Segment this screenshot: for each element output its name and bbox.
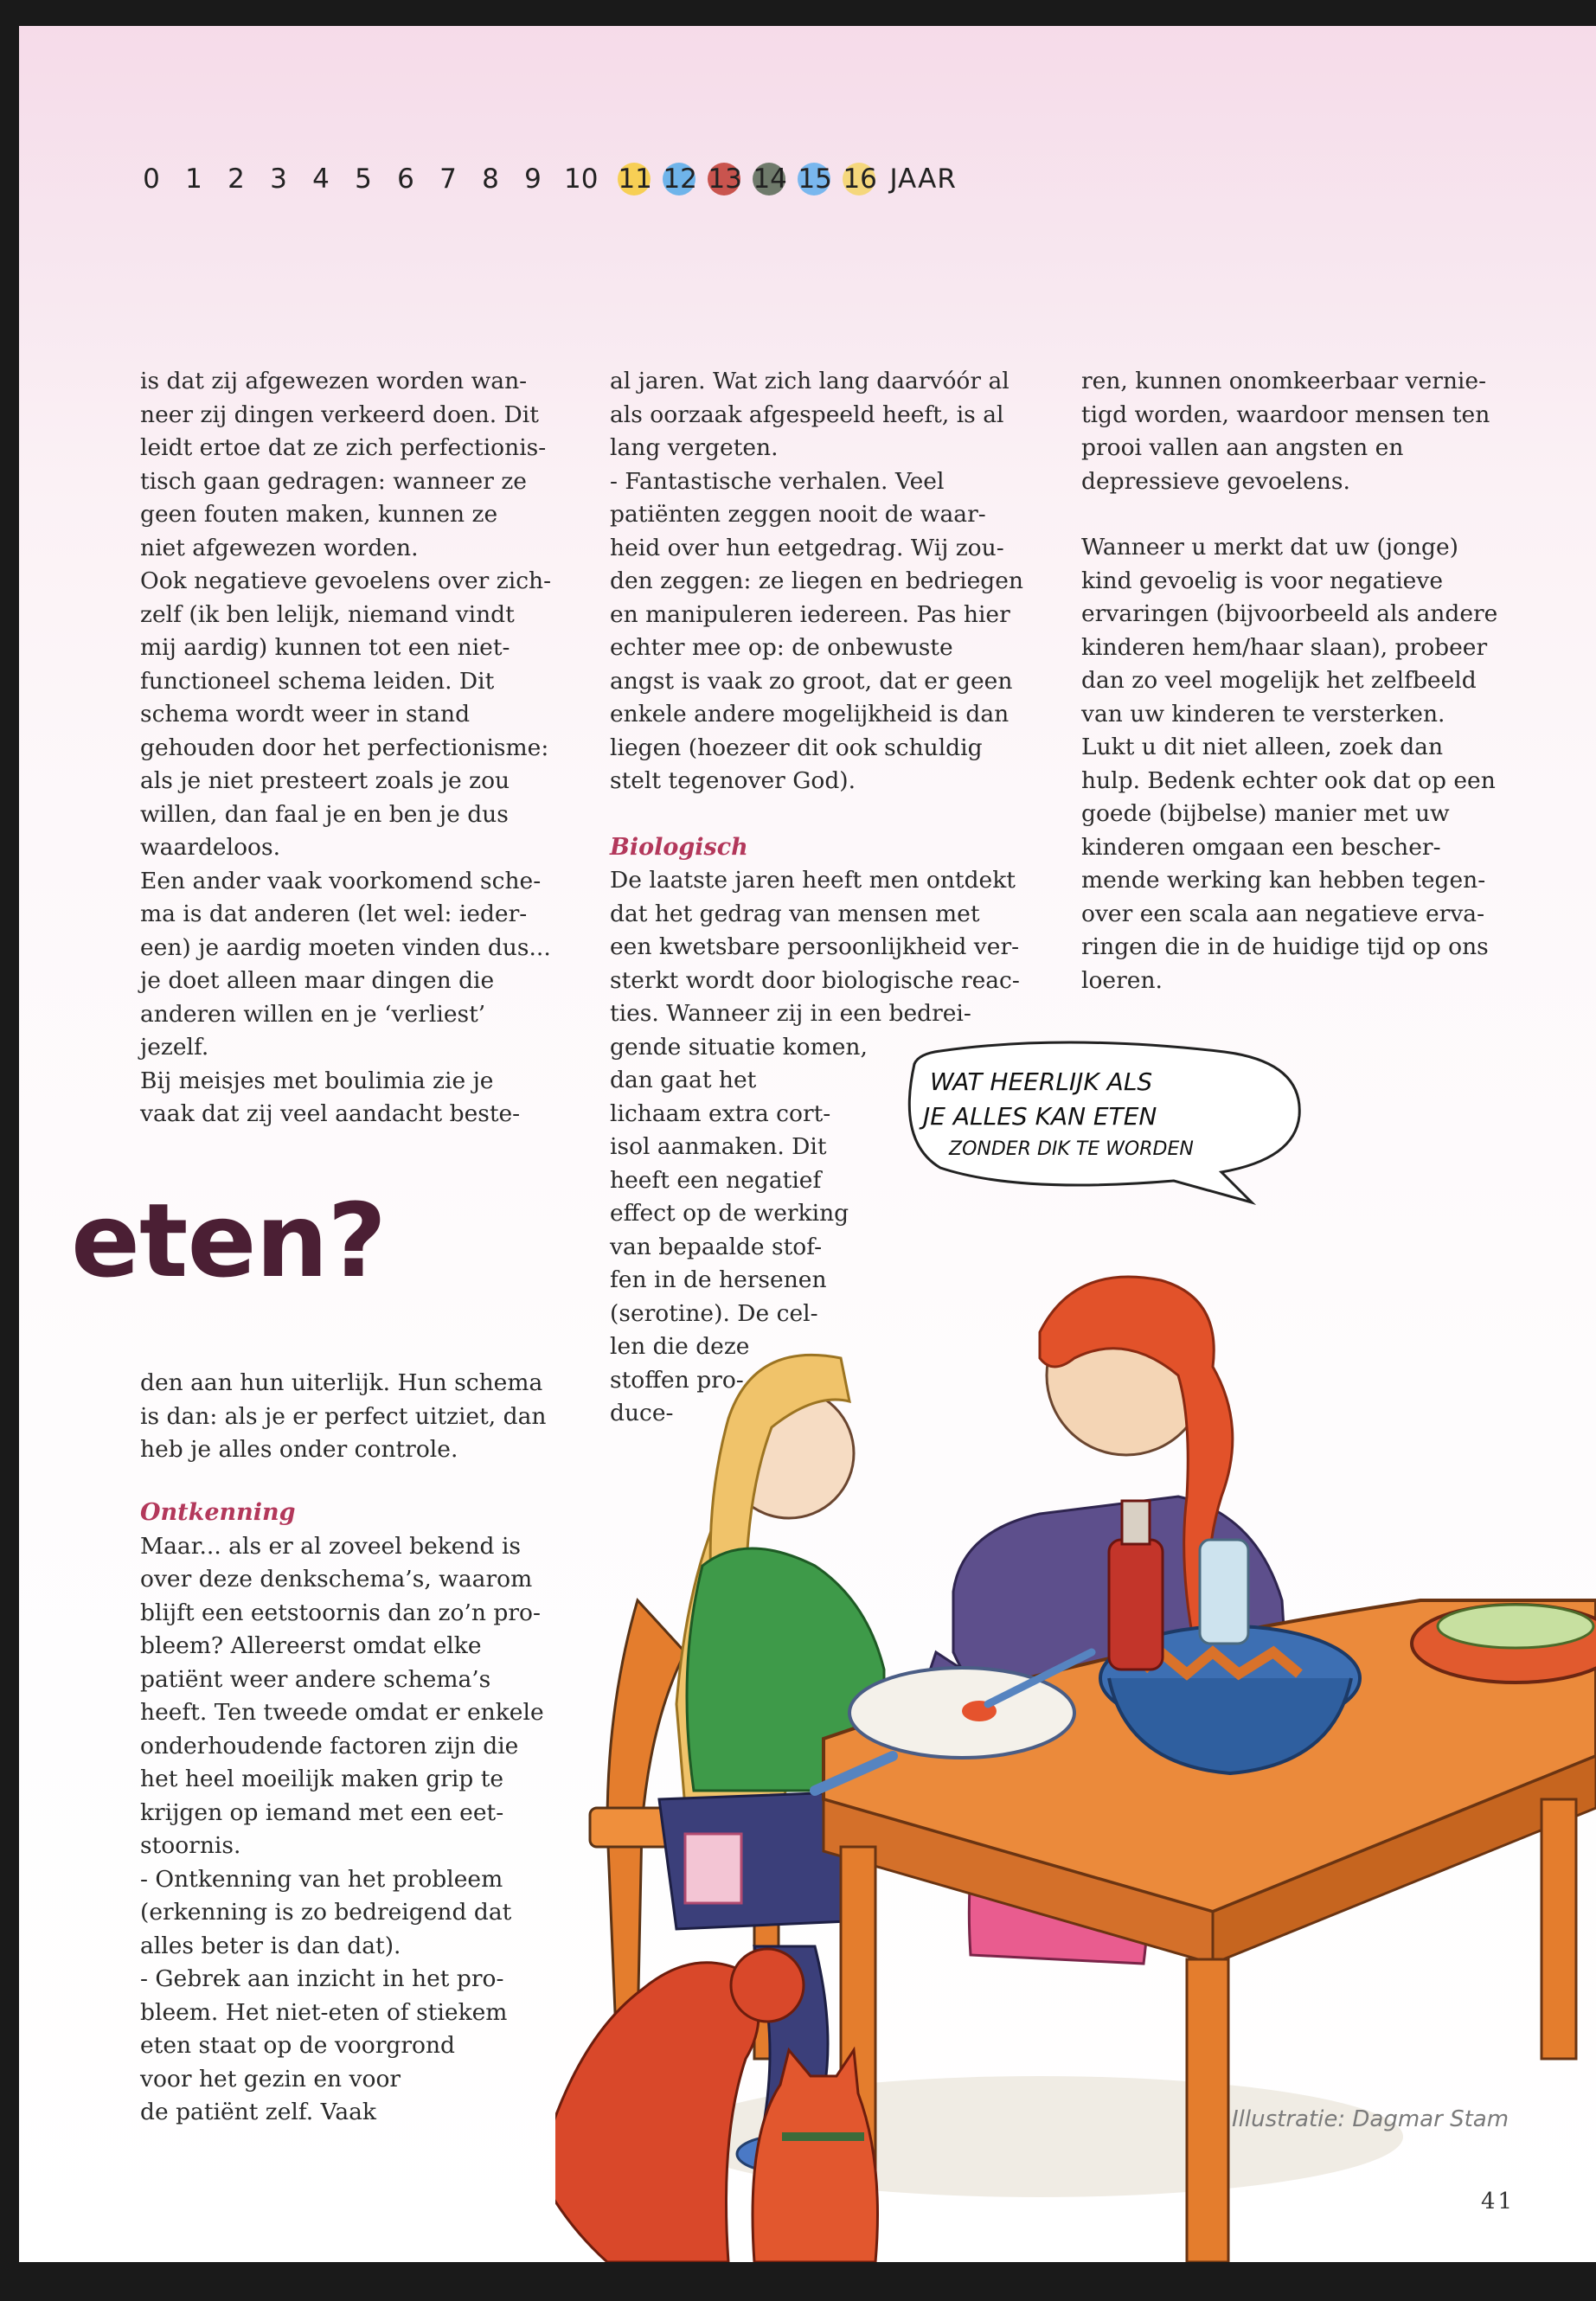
text-line: hulp. Bedenk echter ook dat op een [1081, 766, 1496, 794]
page-number: 41 [1481, 2189, 1516, 2214]
text-line: waardeloos. [140, 834, 281, 861]
bubble-line-2: JE ALLES KAN ETEN [923, 1102, 1157, 1131]
text-line: loeren. [1081, 966, 1163, 994]
text-line: onderhoudende factoren zijn die [140, 1732, 519, 1759]
text-line: - Fantastische verhalen. Veel [610, 467, 945, 495]
text-line: niet afgewezen worden. [140, 534, 419, 561]
text-line: over een scala aan negatieve erva- [1081, 900, 1485, 927]
text-line: angst is vaak zo groot, dat er geen [610, 667, 1013, 695]
text-line: patiënten zeggen nooit de waar- [610, 501, 986, 528]
text-line: ma is dat anderen (let wel: ieder- [140, 901, 528, 927]
text-line: kinderen omgaan een bescher- [1081, 833, 1441, 861]
illustration-credit: Illustratie: Dagmar Stam [1232, 2106, 1509, 2132]
text-line: neer zij dingen verkeerd doen. Dit [140, 401, 539, 428]
age-4: 4 [312, 163, 330, 195]
age-12: 12 [663, 163, 697, 195]
age-16: 16 [843, 163, 877, 195]
text-line: heid over hun eetgedrag. Wij zou- [610, 534, 1004, 561]
text-line: zelf (ik ben lelijk, niemand vindt [140, 600, 515, 628]
age-label: JAAR [889, 163, 957, 195]
age-13: 13 [708, 163, 742, 195]
text-line: Ook negatieve gevoelens over zich- [140, 567, 552, 594]
text-line: de patiënt zelf. Vaak [140, 2099, 376, 2125]
text-line: over deze denkschema’s, waarom [140, 1566, 533, 1593]
text-line: ties. Wanneer zij in een bedrei- [610, 1000, 971, 1027]
text-line: functioneel schema leiden. Dit [140, 667, 495, 695]
age-7: 7 [439, 163, 457, 195]
text-line: fen in de hersenen [610, 1266, 827, 1293]
text-line: dan gaat het [610, 1067, 757, 1093]
age-band [140, 157, 957, 201]
text-line: bleem. Het niet-eten of stiekem [140, 1998, 508, 2026]
text-line: stelt tegenover God). [610, 767, 856, 794]
age-0: 0 [143, 163, 160, 195]
column-1-ontkenning-section [140, 1497, 590, 2130]
text-line: ren, kunnen onomkeerbaar vernie- [1081, 368, 1487, 394]
text-line: jezelf. [140, 1034, 209, 1061]
text-line: echter mee op: de onbewuste [610, 634, 953, 661]
text-line: gende situatie komen, [610, 1033, 868, 1061]
text-line: van uw kinderen te versterken. [1081, 700, 1445, 727]
text-line: een) je aardig moeten vinden dus... [140, 933, 551, 961]
bubble-line-1: WAT HEERLIJK ALS [930, 1067, 1153, 1096]
column-1-continued [140, 1367, 590, 1467]
text-line: dan zo veel mogelijk het zelfbeeld [1081, 667, 1477, 694]
text-line: heeft een negatief [610, 1166, 822, 1194]
text-line: stoffen pro- [610, 1366, 744, 1394]
text-line: lichaam extra cort- [610, 1099, 831, 1127]
text-line: je doet alleen maar dingen die [140, 967, 495, 994]
text-line: tigd worden, waardoor mensen ten [1081, 401, 1490, 428]
age-11: 11 [618, 163, 652, 195]
text-line: het heel moeilijk maken grip te [140, 1766, 504, 1792]
text-line: lang vergeten. [610, 434, 779, 461]
age-14: 14 [753, 163, 787, 195]
age-8: 8 [482, 163, 499, 195]
text-line: tisch gaan gedragen: wanneer ze [140, 467, 527, 495]
subheading-biologisch: Biologisch [610, 833, 748, 861]
text-line: len die deze [610, 1333, 750, 1360]
text-line: een kwetsbare persoonlijkheid ver- [610, 933, 1020, 960]
text-line: krijgen op iemand met een eet- [140, 1798, 504, 1826]
text-line: anderen willen en je ‘verliest’ [140, 1000, 486, 1028]
text-line: Wanneer u merkt dat uw (jonge) [1081, 534, 1458, 561]
text-line: gehouden door het perfectionisme: [140, 734, 549, 761]
text-line: dat het gedrag van mensen met [610, 900, 980, 927]
text-line: depressieve gevoelens. [1081, 467, 1350, 495]
column-1-top [140, 365, 590, 1131]
text-line: van bepaalde stof- [610, 1233, 823, 1260]
age-3: 3 [270, 163, 287, 195]
age-10: 10 [564, 163, 599, 195]
text-line: als oorzaak afgespeeld heeft, is al [610, 401, 1004, 428]
age-5: 5 [355, 163, 372, 195]
text-line: mij aardig) kunnen tot een niet- [140, 634, 510, 661]
text-line: voor het gezin en voor [140, 2065, 401, 2093]
text-line: enkele andere mogelijkheid is dan [610, 701, 1010, 727]
age-9: 9 [524, 163, 542, 195]
text-line: als je niet presteert zoals je zou [140, 767, 510, 794]
text-line: geen fouten maken, kunnen ze [140, 501, 498, 528]
text-line: prooi vallen aan angsten en [1081, 434, 1404, 461]
text-line: De laatste jaren heeft men ontdekt [610, 867, 1016, 894]
age-6: 6 [397, 163, 414, 195]
text-line: kind gevoelig is voor negatieve [1081, 567, 1444, 594]
text-line: - Ontkenning van het probleem [140, 1865, 503, 1893]
text-line: is dan: als je er perfect uitziet, dan [140, 1402, 547, 1430]
text-line: eten staat op de voorgrond [140, 2032, 455, 2059]
text-line: heeft. Ten tweede omdat er enkele [140, 1699, 544, 1726]
text-line: (serotine). De cel- [610, 1299, 818, 1327]
speech-bubble [888, 1038, 1321, 1220]
text-line: Bij meisjes met boulimia zie je [140, 1067, 494, 1094]
text-line: goede (bijbelse) manier met uw [1081, 800, 1450, 827]
text-line: bleem? Allereerst omdat elke [140, 1632, 482, 1659]
text-line: stoornis. [140, 1832, 241, 1859]
subheading-ontkenning: Ontkenning [140, 1499, 296, 1526]
text-line: mende werking kan hebben tegen- [1081, 867, 1486, 894]
text-line: sterkt wordt door biologische reac- [610, 966, 1020, 994]
column-3 [1081, 365, 1531, 997]
text-line: patiënt weer andere schema’s [140, 1665, 491, 1693]
age-15: 15 [798, 163, 832, 195]
text-line: leidt ertoe dat ze zich perfectionis- [140, 434, 547, 461]
text-line: Maar... als er al zoveel bekend is [140, 1532, 522, 1560]
text-line: den zeggen: ze liegen en bedriegen [610, 567, 1023, 594]
text-line: - Gebrek aan inzicht in het pro- [140, 1965, 504, 1992]
text-line: duce- [610, 1400, 674, 1426]
text-line: willen, dan faal je en ben je dus [140, 800, 509, 828]
text-line: alles beter is dan dat). [140, 1932, 401, 1959]
bubble-line-3: ZONDER DIK TE WORDEN [949, 1138, 1194, 1160]
text-line: effect op de werking [610, 1200, 849, 1227]
text-line: ringen die in de huidige tijd op ons [1081, 933, 1489, 960]
text-line: den aan hun uiterlijk. Hun schema [140, 1369, 543, 1396]
text-line: isol aanmaken. Dit [610, 1133, 827, 1160]
text-line: is dat zij afgewezen worden wan- [140, 368, 528, 394]
text-line: ervaringen (bijvoorbeeld als andere [1081, 600, 1498, 627]
text-line: heb je alles onder controle. [140, 1436, 458, 1463]
text-line: blijft een eetstoornis dan zo’n pro- [140, 1599, 541, 1626]
age-2: 2 [228, 163, 245, 195]
illustration-girls-at-table [555, 1047, 1596, 2262]
text-line: schema wordt weer in stand [140, 701, 471, 727]
text-line: Lukt u dit niet alleen, zoek dan [1081, 734, 1444, 760]
age-1: 1 [185, 163, 202, 195]
text-line: kinderen hem/haar slaan), probeer [1081, 633, 1488, 661]
text-line: en manipuleren iedereen. Pas hier [610, 600, 1010, 628]
text-line: Een ander vaak voorkomend sche- [140, 867, 542, 894]
text-line: al jaren. Wat zich lang daarvóór al [610, 368, 1010, 394]
headline: eten? [71, 1181, 386, 1300]
text-line: vaak dat zij veel aandacht beste- [140, 1100, 521, 1127]
magazine-page [19, 26, 1596, 2262]
text-line: (erkenning is zo bedreigend dat [140, 1899, 512, 1926]
text-line: liegen (hoezeer dit ook schuldig [610, 734, 983, 761]
